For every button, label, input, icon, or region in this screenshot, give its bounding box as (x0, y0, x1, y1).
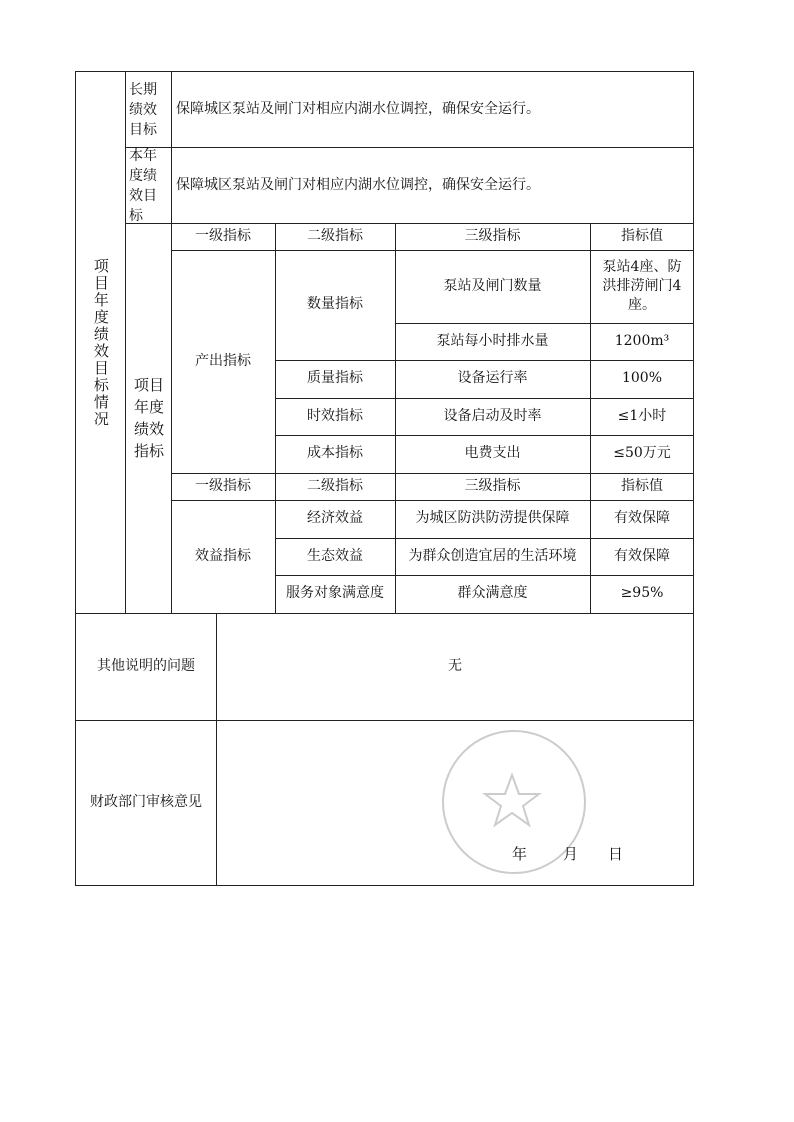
benefit-row-3-name: 群众满意度 (457, 585, 528, 602)
header-level1-2: 一级指标 (195, 477, 251, 494)
header-value-2: 指标值 (621, 477, 663, 494)
cost-name: 电费支出 (464, 445, 521, 462)
cost-label: 成本指标 (307, 445, 363, 462)
other-label: 其他说明的问题 (97, 657, 195, 674)
finance-label: 财政部门审核意见 (90, 793, 202, 810)
quality-value: 100% (621, 370, 663, 387)
header-level3: 三级指标 (464, 227, 521, 244)
long-term-text: 保障城区泵站及闸门对相应内湖水位调控，确保安全运行。 (176, 100, 540, 117)
benefit-row-2-value: 有效保障 (614, 547, 670, 564)
quantity-row-2-value: 1200m³ (614, 332, 670, 349)
output-label: 产出指标 (195, 352, 251, 369)
benefit-row-3-level2: 服务对象满意度 (286, 585, 384, 602)
benefit-row-1-name: 为城区防洪防涝提供保障 (415, 510, 570, 527)
benefit-row-1-level2: 经济效益 (307, 510, 363, 527)
timeliness-value: ≤1小时 (617, 407, 667, 424)
quality-label: 质量指标 (307, 370, 363, 387)
header-level2: 二级指标 (307, 227, 363, 244)
quality-name: 设备运行率 (457, 370, 528, 387)
section-label: 项目年度绩效目标情况 (91, 257, 110, 428)
date-year: 年 (512, 845, 528, 863)
annual-text: 保障城区泵站及闸门对相应内湖水位调控，确保安全运行。 (176, 176, 540, 193)
quantity-label: 数量指标 (307, 296, 363, 313)
cost-value: ≤50万元 (613, 445, 671, 462)
benefit-label: 效益指标 (195, 547, 251, 564)
date-month: 月 (563, 845, 579, 863)
date-day: 日 (608, 845, 624, 863)
benefit-row-1-value: 有效保障 (614, 510, 670, 527)
header-value: 指标值 (621, 227, 663, 244)
quantity-row-1-name: 泵站及闸门数量 (443, 277, 542, 294)
header-level2-2: 二级指标 (307, 477, 363, 494)
benefit-row-3-value: ≥95% (620, 585, 664, 602)
indicator-label: 项目年度绩效指标 (133, 375, 164, 460)
timeliness-name: 设备启动及时率 (443, 407, 542, 424)
long-term-label: 长期绩效目标 (129, 81, 157, 138)
timeliness-label: 时效指标 (307, 407, 363, 424)
benefit-row-2-level2: 生态效益 (307, 547, 363, 564)
quantity-row-2-name: 泵站每小时排水量 (436, 332, 549, 349)
annual-label: 本年度绩效目标 (129, 147, 157, 224)
other-text: 无 (448, 657, 462, 674)
quantity-row-1-value: 泵站4座、防洪排涝闸门4座。 (602, 259, 682, 313)
header-level1: 一级指标 (195, 227, 251, 244)
header-level3-2: 三级指标 (464, 477, 521, 494)
benefit-row-2-name: 为群众创造宜居的生活环境 (408, 548, 577, 564)
